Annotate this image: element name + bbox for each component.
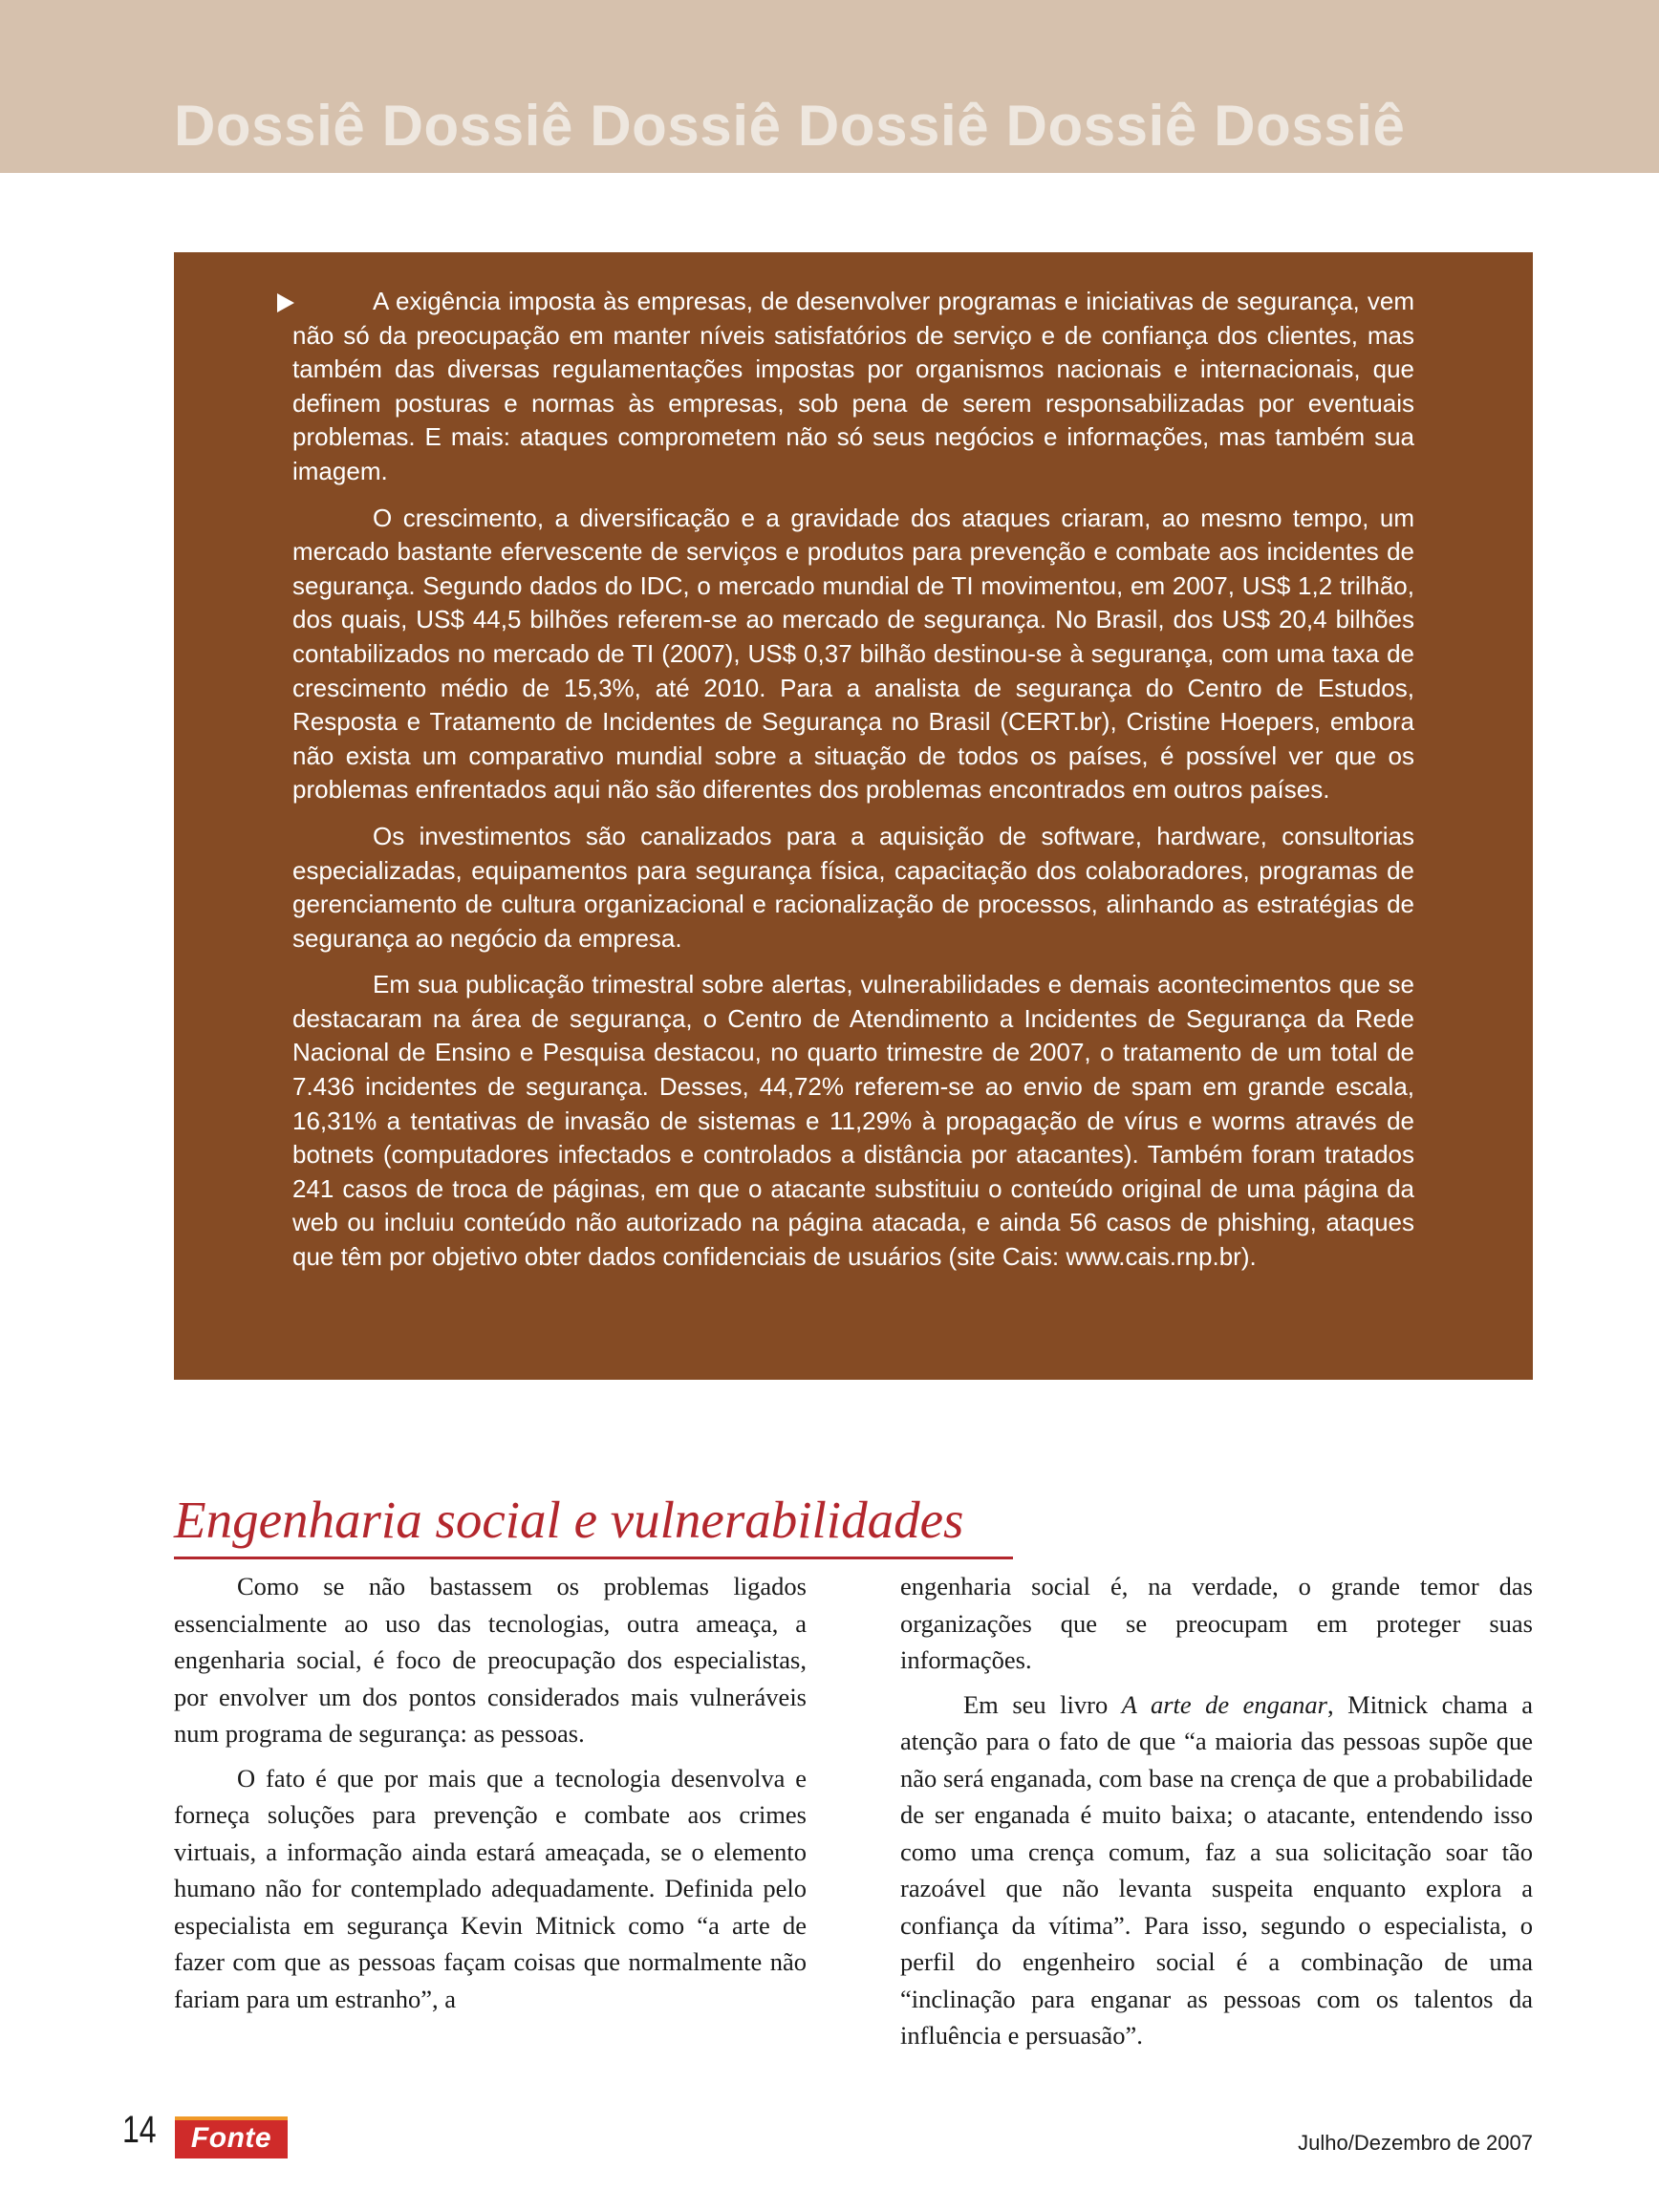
issue-date: Julho/Dezembro de 2007 bbox=[1298, 2131, 1533, 2155]
triangle-bullet-icon bbox=[277, 293, 294, 312]
right-column bbox=[900, 1568, 1533, 2062]
right-paragraph-2 bbox=[900, 1686, 1533, 2054]
section-title: Engenharia social e vulnerabilidades bbox=[174, 1491, 964, 1549]
box-paragraph-2: O crescimento, a diversificação e a gravidade dos ataques criaram, ao mesmo tempo, um mercado bastante efervescente de serviços e produtos para prevenção e combate aos incidentes de segurança. Segundo dados do IDC, o mercado mundial de TI movimentou, em 2007, US$ 1,2 trilhão, dos quais, US$ 44,5 bilhões referem-se ao mercado de segurança. No Brasil, dos US$ 20,4 bilhões contabilizados no mercado de TI (2007), US$ 0,37 bilhão destinou-se à segurança, com uma taxa de crescimento médio de 15,3%, até 2010. Para a analista de segurança do Centro de Estudos, Resposta e Tratamento de Incidentes de Segurança no Brasil (CERT.br), Cristine Hoepers, embora não exista um comparativo mundial sobre a situação de todos os países, é possível ver que os problemas enfrentados aqui não são diferentes dos problemas encontrados em outros países. bbox=[292, 503, 1414, 805]
book-title: A arte de enganar bbox=[1121, 1689, 1327, 1719]
fonte-logo-text: Fonte bbox=[190, 2122, 272, 2154]
right-p2-after: , Mitnick chama a atenção para o fato de que “a maioria das pessoas supõe que não será enganada, com base na crença de que a probabilidade de ser enganada é muito baixa; o atacante, entendendo isso como uma crença comum, faz a sua solicitação soar tão razoável que não levanta suspeita enquanto explora a confiança da vítima”. Para isso, segundo o especialista, o perfil do engenheiro social é a combinação de uma “inclinação para enganar as pessoas com os talentos da influência e persuasão”. bbox=[900, 1689, 1533, 2050]
section-title-rule bbox=[174, 1557, 1013, 1559]
box-paragraph-1 bbox=[292, 285, 1414, 489]
left-column bbox=[174, 1568, 807, 2025]
box-paragraph-1-text: A exigência imposta às empresas, de desenvolver programas e iniciativas de segurança, vem não só da preocupação em manter níveis satisfatórios de serviço e de confiança dos clientes, mas também das diversas regulamentações impostas por organismos nacionais e internacionais, que definem posturas e normas às empresas, sob pena de serem responsabilizadas por eventuais problemas. E mais: ataques comprometem não só seus negócios e informações, mas também sua imagem. bbox=[292, 287, 1414, 485]
header-title: Dossiê Dossiê Dossiê Dossiê Dossiê Dossiê bbox=[174, 94, 1406, 158]
box-paragraph-3: Os investimentos são canalizados para a aquisição de software, hardware, consultorias especializadas, equipamentos para segurança física, capacitação dos colaboradores, programas de gerenciamento de cultura organizacional e racionalização de processos, alinhando as estratégias de segurança ao negócio da empresa. bbox=[292, 821, 1414, 953]
page-number: 14 bbox=[122, 2109, 157, 2151]
fonte-logo bbox=[175, 2116, 288, 2158]
highlight-box-text bbox=[292, 285, 1414, 1287]
left-paragraph-1: Como se não bastassem os problemas ligados essencialmente ao uso das tecnologias, outra ameaça, a engenharia social, é foco de preocupação dos especialistas, por envolver um dos pontos considerados mais vulneráveis num programa de segurança: as pessoas. bbox=[174, 1572, 807, 1748]
right-p2-before: Em seu livro bbox=[963, 1689, 1122, 1719]
left-paragraph-2: O fato é que por mais que a tecnologia desenvolva e forneça soluções para prevenção e combate aos crimes virtuais, a informação ainda estará ameaçada, se o elemento humano não for contemplado adequadamente. Definida pelo especialista em segurança Kevin Mitnick como “a arte de fazer com que as pessoas façam coisas que normalmente não fariam para um estranho”, a bbox=[174, 1763, 807, 2013]
right-paragraph-continuation: engenharia social é, na verdade, o grande temor das organizações que se preocupam em proteger suas informações. bbox=[900, 1572, 1533, 1674]
box-paragraph-4: Em sua publicação trimestral sobre alertas, vulnerabilidades e demais acontecimentos que se destacaram na área de segurança, o Centro de Atendimento a Incidentes de Segurança da Rede Nacional de Ensino e Pesquisa destacou, no quarto trimestre de 2007, o tratamento de um total de 7.436 incidentes de segurança. Desses, 44,72% referem-se ao envio de spam em grande escala, 16,31% a tentativas de invasão de sistemas e 11,29% à propagação de vírus e worms através de botnets (computadores infectados e controlados a distância por atacantes). Também foram tratados 241 casos de troca de páginas, em que o atacante substituiu o conteúdo original de uma página da web ou incluiu conteúdo não autorizado na página atacada, e ainda 56 casos de phishing, ataques que têm por objetivo obter dados confidenciais de usuários (site Cais: www.cais.rnp.br). bbox=[292, 970, 1414, 1272]
